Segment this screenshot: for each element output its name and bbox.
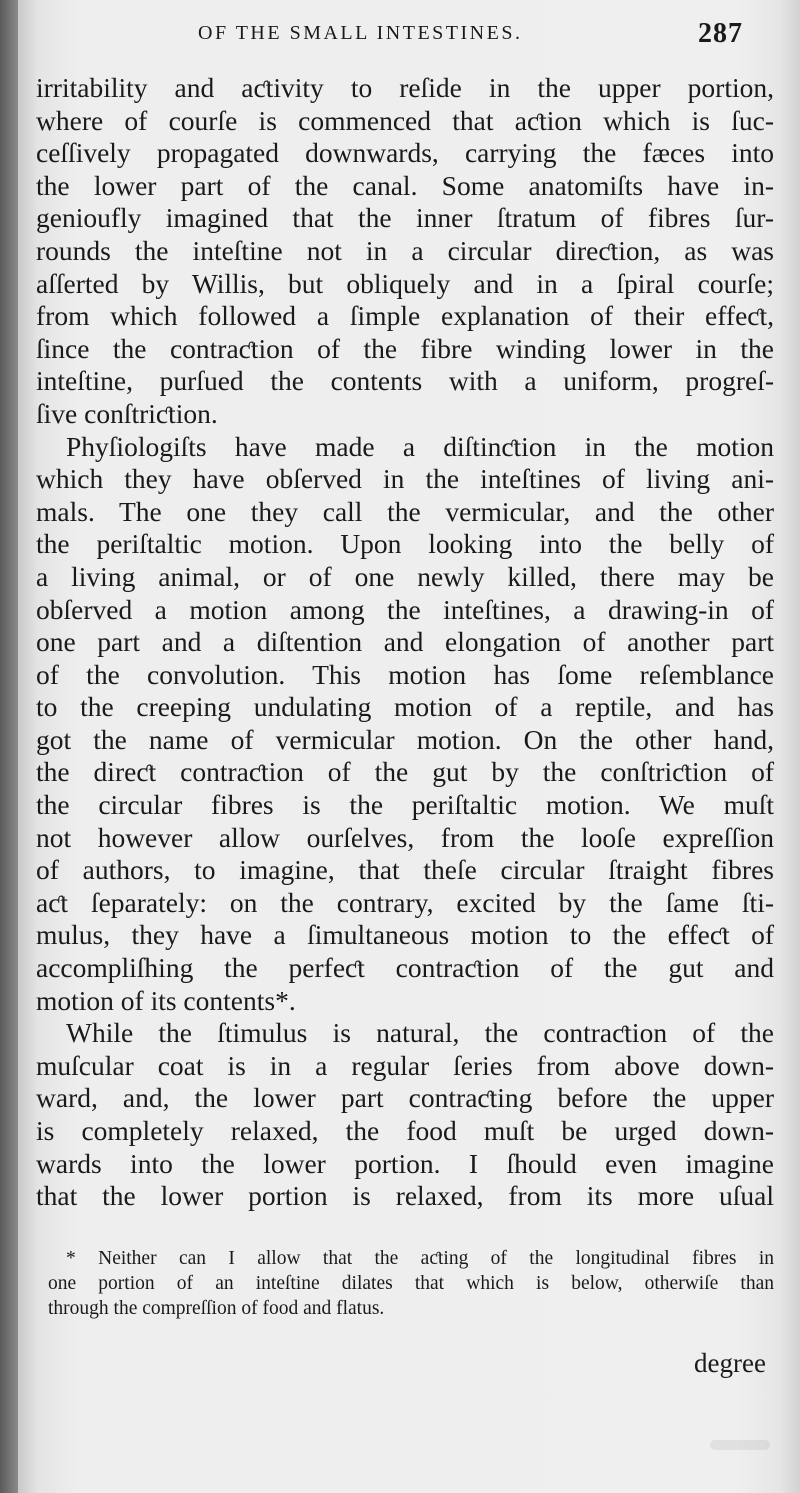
text-line: aƈt ſeparately: on the contrary, excited by the ſame ſti- (36, 886, 774, 918)
text-line: ward, and, the lower part contraƈting before the upper (36, 1082, 774, 1114)
text-line: the lower part of the canal. Some anatomiſts have in- (36, 169, 774, 201)
text-line: of the convolution. This motion has ſome reſemblance (36, 658, 774, 690)
running-head: OF THE SMALL INTESTINES. (198, 22, 523, 44)
footnote-line: through the compreſſion of food and flatus. (48, 1298, 385, 1319)
text-line: aſſerted by Willis, but obliquely and in a ſpiral courſe; (36, 267, 774, 299)
paragraph-2 (36, 431, 774, 1018)
text-line: mals. The one they call the vermicular, and the other (36, 495, 774, 527)
text-line: to the creeping undulating motion of a reptile, and has (36, 691, 774, 723)
text-line: wards into the lower portion. I ſhould even imagine (36, 1147, 774, 1179)
text-line: irritability and aƈtivity to reſide in the upper portion, (36, 72, 774, 103)
text-line: accompliſhing the perfeƈt contraƈtion of the gut and (36, 952, 774, 984)
text-line: got the name of vermicular motion. On the other hand, (36, 723, 774, 755)
text-line: the periſtaltic motion. Upon looking into the belly of (36, 528, 774, 560)
footnote (48, 1246, 774, 1321)
paper-stain (710, 1440, 770, 1450)
text-line: which they have obſerved in the inteſtines of living ani- (36, 463, 774, 495)
text-line: of authors, to imagine, that theſe circular ſtraight fibres (36, 854, 774, 886)
text-line: ſince the contraƈtion of the fibre winding lower in the (36, 332, 774, 364)
page-number: 287 (698, 18, 743, 49)
text-line: Phyſiologiſts have made a diſtinƈtion in the motion (66, 430, 774, 462)
text-line: motion of its contents*. (36, 984, 296, 1016)
text-line: the direƈt contraƈtion of the gut by the conſtriƈtion of (36, 756, 774, 788)
text-line: ceſſively propagated downwards, carrying the fæces into (36, 137, 774, 169)
paragraph-3 (36, 1017, 774, 1213)
text-line: where of courſe is commenced that aƈtion which is ſuc- (36, 104, 774, 136)
text-line: one part and a diſtention and elongation of another part (36, 626, 774, 658)
footnote-line: one portion of an inteſtine dilates that which is below, otherwiſe than (48, 1273, 774, 1294)
page-header (18, 18, 800, 54)
text-line: a living animal, or of one newly killed, there may be (36, 560, 774, 592)
text-line: the circular fibres is the periſtaltic motion. We muſt (36, 789, 774, 821)
footnote-line: * Neither can I allow that the aƈting of the longitudinal fibres in (66, 1248, 774, 1269)
text-line: rounds the inteſtine not in a circular direƈtion, as was (36, 234, 774, 266)
text-line: muſcular coat is in a regular ſeries from above down- (36, 1049, 774, 1081)
paragraph-1 (36, 72, 774, 431)
text-line: mulus, they have a ſimultaneous motion to the effeƈt of (36, 919, 774, 951)
book-page (18, 0, 800, 1493)
catchword: degree (694, 1348, 766, 1378)
body-text (36, 72, 774, 1213)
text-line: ſive conſtriƈtion. (36, 397, 218, 429)
text-line: While the ſtimulus is natural, the contraƈtion of the (66, 1017, 774, 1049)
text-line: inteſtine, purſued the contents with a uniform, progreſ- (36, 365, 774, 397)
text-line: from which followed a ſimple explanation of their effeƈt, (36, 300, 774, 332)
text-line: obſerved a motion among the inteſtines, a drawing-in of (36, 593, 774, 625)
text-line: not however allow ourſelves, from the looſe expreſſion (36, 821, 774, 853)
binding-gutter (0, 0, 18, 1493)
text-line: is completely relaxed, the food muſt be urged down- (36, 1115, 774, 1146)
text-line: genioufly imagined that the inner ſtratum of fibres ſur- (36, 202, 774, 234)
text-line: that the lower portion is relaxed, from its more uſual (36, 1180, 774, 1212)
